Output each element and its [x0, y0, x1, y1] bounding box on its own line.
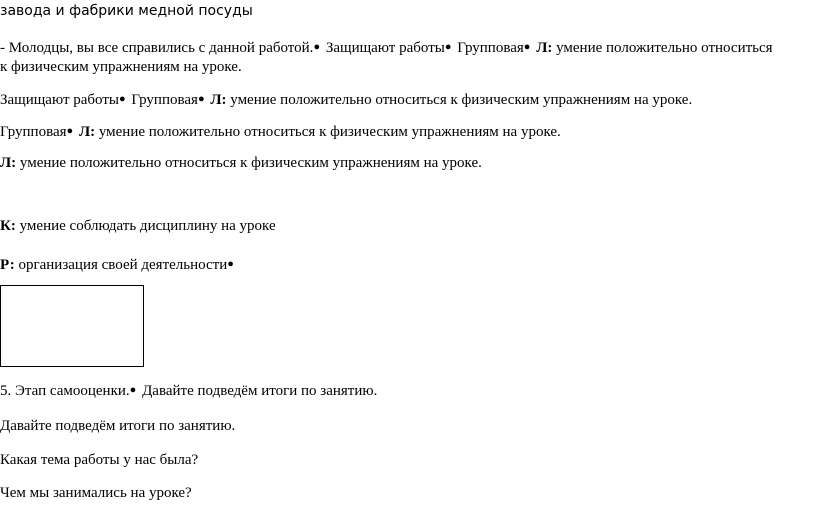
- bullet-icon: ●: [523, 41, 531, 53]
- paragraph-communicative: [0, 216, 276, 236]
- group-text: Групповая: [457, 40, 524, 56]
- summary-prompt: Давайте подведём итоги по занятию.: [142, 383, 378, 399]
- label-l: Л:: [0, 155, 17, 171]
- question-topic: Какая тема работы у нас была?: [0, 452, 199, 468]
- label-l-text: умение положительно относиться к физическим упражнениям на уроке.: [19, 155, 482, 171]
- bullet-icon: ●: [197, 93, 205, 105]
- question-activity: Чем мы занимались на уроке?: [0, 485, 192, 501]
- paragraph-group: [0, 121, 561, 142]
- paragraph-praise-continuation: к физическим упражнениям на уроке.: [0, 59, 242, 75]
- label-k: К:: [0, 218, 16, 234]
- label-r: Р:: [0, 257, 15, 273]
- paragraph-personal: [0, 153, 482, 173]
- defend-work-text: Защищают работы: [325, 40, 445, 56]
- paragraph-regulatory: [0, 254, 236, 275]
- bullet-icon: ●: [227, 258, 234, 270]
- bullet-icon: ●: [119, 93, 126, 105]
- label-l: Л:: [536, 40, 553, 56]
- praise-text: - Молодцы, вы все справились с данной работой.: [0, 40, 314, 56]
- empty-image-frame: [0, 285, 144, 367]
- label-l: Л:: [210, 92, 227, 108]
- bullet-icon: ●: [313, 41, 321, 53]
- paragraph-summary: Давайте подведём итоги по занятию.: [0, 418, 236, 434]
- label-r-text: организация своей деятельности: [18, 257, 228, 273]
- bullet-icon: ●: [66, 125, 74, 137]
- paragraph-self-assessment: [0, 380, 377, 401]
- group-text: Групповая: [131, 92, 198, 108]
- bullet-icon: ●: [129, 384, 137, 396]
- group-text: Групповая: [0, 124, 67, 140]
- label-k-text: умение соблюдать дисциплину на уроке: [19, 218, 276, 234]
- label-l-text: умение положительно относиться к физическим упражнениям на уроке.: [98, 124, 561, 140]
- stage-title: 5. Этап самооценки.: [0, 383, 130, 399]
- document-heading: завода и фабрики медной посуды: [0, 3, 253, 19]
- label-l-text: умение положительно относиться: [556, 40, 773, 56]
- defend-work-text: Защищают работы: [0, 92, 119, 108]
- paragraph-defend: [0, 89, 692, 110]
- label-l-text: умение положительно относиться к физическим упражнениям на уроке.: [230, 92, 693, 108]
- label-l: Л:: [78, 124, 96, 140]
- bullet-icon: ●: [444, 41, 452, 53]
- paragraph-praise: [0, 37, 773, 58]
